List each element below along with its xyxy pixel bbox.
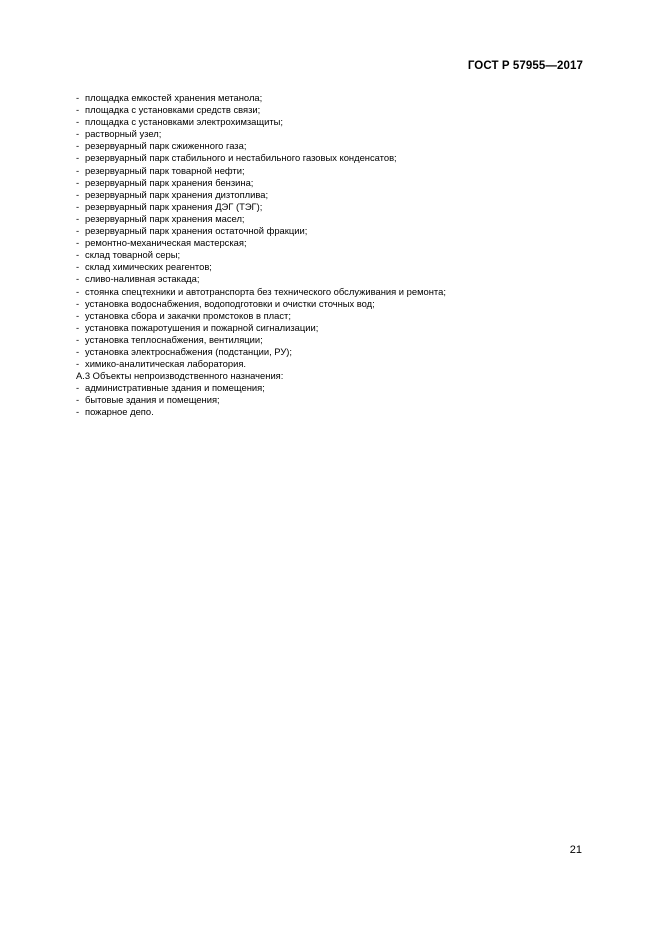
list-item-text: установка электроснабжения (подстанции, РУ); <box>85 345 293 357</box>
list-item-text: ремонтно-механическая мастерская; <box>85 237 247 249</box>
list-item-text: административные здания и помещения; <box>85 382 265 394</box>
list-dash: - <box>76 382 80 394</box>
list-item <box>76 298 586 310</box>
list-dash: - <box>76 200 80 212</box>
document-header: ГОСТ Р 57955—2017 <box>467 60 583 72</box>
list-item-text: резервуарный парк хранения остаточной фракции; <box>85 225 308 237</box>
list-dash: - <box>76 406 80 418</box>
list-item-text: установка сбора и закачки промстоков в пласт; <box>85 309 291 321</box>
list-item <box>76 334 586 346</box>
list-item <box>76 116 586 128</box>
list-item <box>76 382 586 394</box>
list-dash: - <box>76 164 80 176</box>
list-dash: - <box>76 273 80 285</box>
list-item-text: химико-аналитическая лаборатория. <box>85 358 247 370</box>
list-dash: - <box>76 261 80 273</box>
list-item <box>76 225 586 237</box>
list-item-text: установка водоснабжения, водоподготовки и очистки сточных вод; <box>85 297 375 309</box>
list-item-text: резервуарный парк хранения ДЭГ (ТЭГ); <box>85 200 263 212</box>
list-item <box>76 249 586 261</box>
list-item <box>76 261 586 273</box>
list-item <box>76 104 586 116</box>
list-dash: - <box>76 140 80 152</box>
list-item <box>76 140 586 152</box>
list-dash: - <box>76 128 80 140</box>
list-item <box>76 165 586 177</box>
list-dash: - <box>76 237 80 249</box>
list-dash: - <box>76 309 80 321</box>
list-item-text: сливо-наливная эстакада; <box>85 273 200 285</box>
list-dash: - <box>76 104 80 116</box>
object-list-a3 <box>76 382 586 418</box>
document-body <box>76 92 586 419</box>
list-item-text: склад химических реагентов; <box>85 261 212 273</box>
list-item <box>76 213 586 225</box>
list-dash: - <box>76 297 80 309</box>
list-dash: - <box>76 188 80 200</box>
list-item-text: бытовые здания и помещения; <box>85 394 220 406</box>
list-dash: - <box>76 152 80 164</box>
list-dash: - <box>76 225 80 237</box>
list-dash: - <box>76 176 80 188</box>
list-item <box>76 322 586 334</box>
list-item-text: резервуарный парк сжиженного газа; <box>85 140 247 152</box>
list-item <box>76 152 586 164</box>
list-item-text: площадка с установками средств связи; <box>85 104 261 116</box>
list-item-text: площадка с установками электрохимзащиты; <box>85 116 283 128</box>
list-dash: - <box>76 333 80 345</box>
list-item-text: склад товарной серы; <box>85 249 181 261</box>
list-dash: - <box>76 394 80 406</box>
list-item <box>76 189 586 201</box>
list-item <box>76 273 586 285</box>
list-dash: - <box>76 249 80 261</box>
list-item <box>76 406 586 418</box>
list-item <box>76 128 586 140</box>
list-item <box>76 394 586 406</box>
list-item <box>76 92 586 104</box>
list-dash: - <box>76 92 80 103</box>
list-item <box>76 201 586 213</box>
object-list-a2 <box>76 92 586 370</box>
list-item-text: резервуарный парк стабильного и нестабильного газовых конденсатов; <box>85 152 397 164</box>
list-item-text: установка теплоснабжения, вентиляции; <box>85 333 263 345</box>
list-dash: - <box>76 345 80 357</box>
list-item-text: площадка емкостей хранения метанола; <box>85 92 263 103</box>
list-dash: - <box>76 116 80 128</box>
list-item-text: резервуарный парк товарной нефти; <box>85 164 245 176</box>
list-item <box>76 237 586 249</box>
list-item-text: резервуарный парк хранения масел; <box>85 212 245 224</box>
list-item <box>76 346 586 358</box>
list-dash: - <box>76 358 80 370</box>
list-item-text: установка пожаротушения и пожарной сигнализации; <box>85 321 319 333</box>
section-a3-heading: А.3 Объекты непроизводственного назначения: <box>76 370 284 382</box>
list-item <box>76 286 586 298</box>
list-item <box>76 358 586 370</box>
page-number: 21 <box>569 844 582 856</box>
list-dash: - <box>76 285 80 297</box>
list-item-text: растворный узел; <box>85 128 162 140</box>
list-item-text: стоянка спецтехники и автотранспорта без технического обслуживания и ремонта; <box>85 285 446 297</box>
list-dash: - <box>76 321 80 333</box>
list-item-text: пожарное депо. <box>85 406 154 418</box>
list-item <box>76 310 586 322</box>
list-dash: - <box>76 212 80 224</box>
list-item <box>76 177 586 189</box>
list-item-text: резервуарный парк хранения дизтоплива; <box>85 188 269 200</box>
list-item-text: резервуарный парк хранения бензина; <box>85 176 254 188</box>
